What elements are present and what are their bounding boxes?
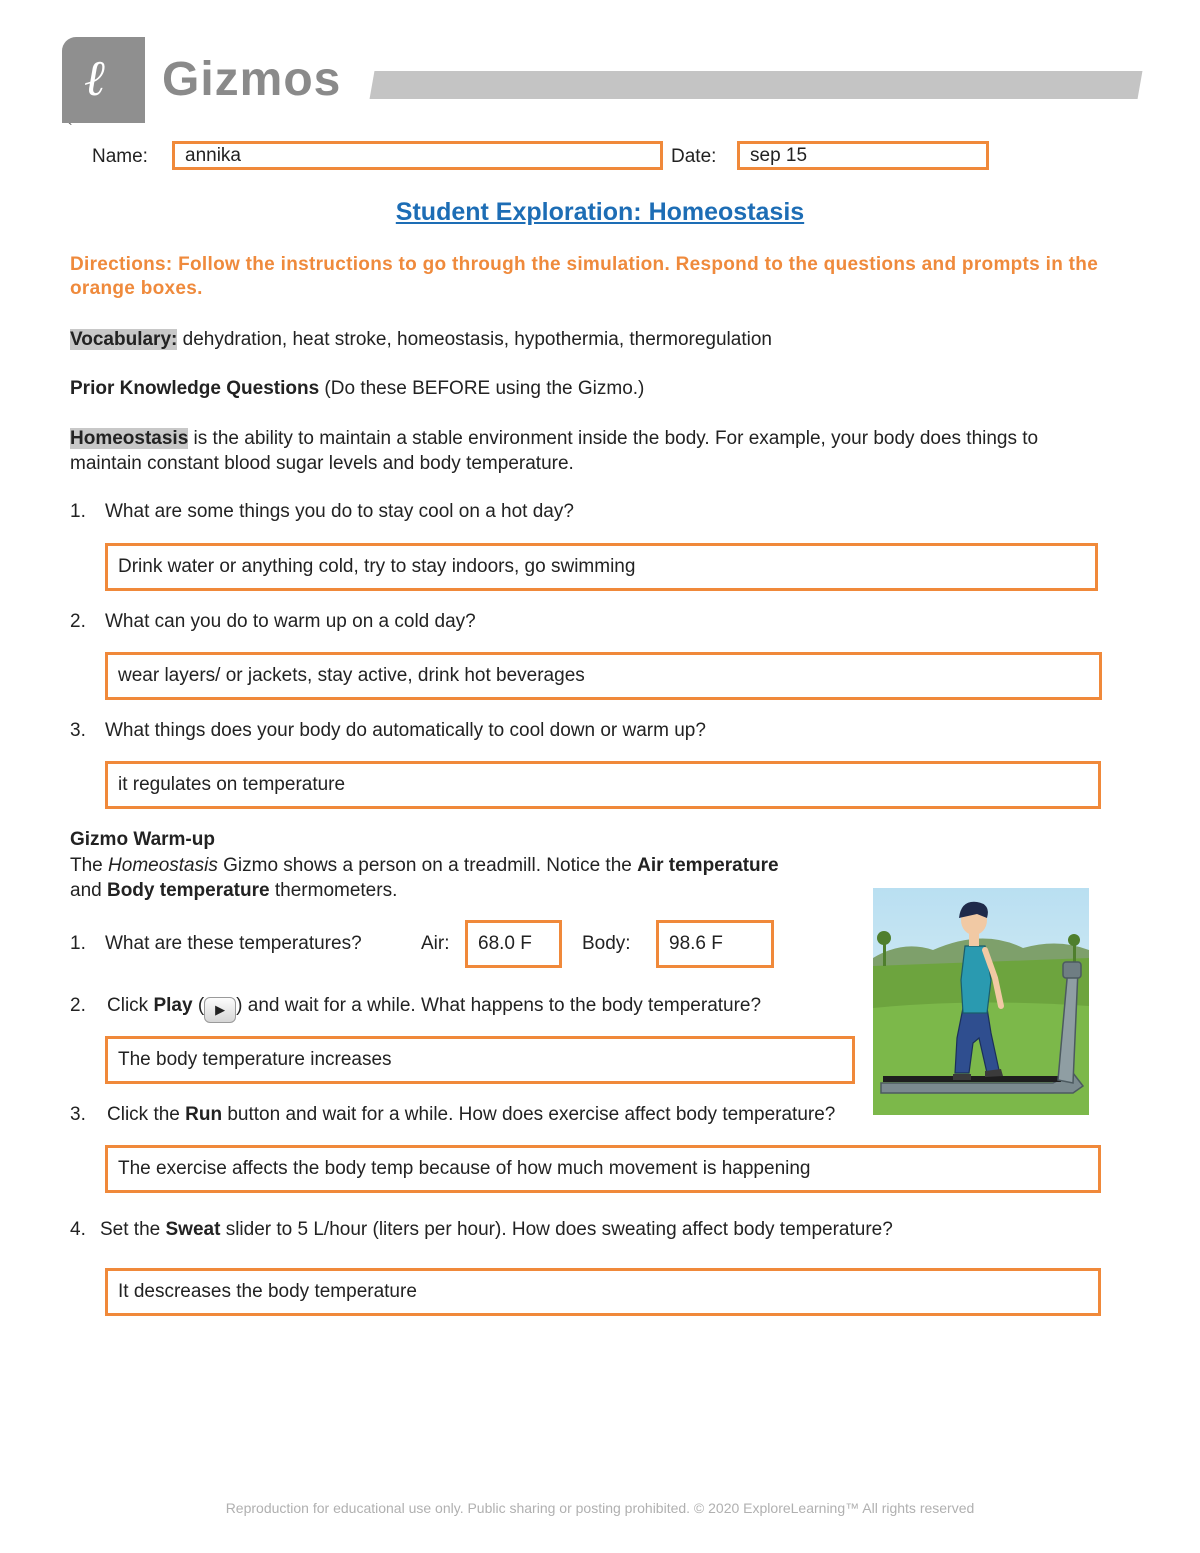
copyright-footer: Reproduction for educational use only. Public sharing or posting prohibited. © 2020 ExploreLearning™ All rights reserved xyxy=(225,1500,975,1516)
warmup-intro-part3: and xyxy=(70,880,107,901)
gizmos-logo-text: Gizmos xyxy=(162,53,342,106)
pk-q1-number: 1. xyxy=(70,501,86,522)
prior-knowledge-title: Prior Knowledge Questions xyxy=(70,378,320,399)
vocabulary-terms: dehydration, heat stroke, homeostasis, hypothermia, thermoregulation xyxy=(177,329,772,350)
wu-q4-sweat-word: Sweat xyxy=(165,1219,221,1240)
warmup-intro-part4: thermometers. xyxy=(269,880,398,901)
wu-q3-pre: Click the xyxy=(107,1104,186,1125)
wu-q3-answer[interactable]: The exercise affects the body temp because of how much movement is happening xyxy=(105,1145,1101,1193)
wu-q3-number: 3. xyxy=(70,1104,86,1125)
pk-q1-answer[interactable]: Drink water or anything cold, try to stay indoors, go swimming xyxy=(105,543,1098,591)
pk-q2-answer[interactable]: wear layers/ or jackets, stay active, drink hot beverages xyxy=(105,652,1102,700)
date-label: Date: xyxy=(671,146,717,167)
warmup-intro-gizmo: Homeostasis xyxy=(108,855,218,876)
body-label: Body: xyxy=(582,933,631,954)
air-label: Air: xyxy=(421,933,450,954)
wu-q2-answer[interactable]: The body temperature increases xyxy=(105,1036,855,1084)
prior-knowledge-heading xyxy=(70,376,1130,401)
pk-q3-number: 3. xyxy=(70,720,86,741)
warmup-intro-part1: The xyxy=(70,855,109,876)
wu-q3-text xyxy=(107,1104,835,1126)
page-title: Student Exploration: Homeostasis xyxy=(395,198,805,226)
wu-q4-text xyxy=(100,1219,893,1241)
pk-q3-answer[interactable]: it regulates on temperature xyxy=(105,761,1101,809)
directions: Directions: Follow the instructions to go through the simulation. Respond to the questions and prompts in the orange boxes. xyxy=(70,254,1099,299)
header-bar xyxy=(370,71,1143,99)
wu-q2-post: ) and wait for a while. What happens to the body temperature? xyxy=(236,995,762,1016)
warmup-intro-air: Air temperature xyxy=(637,855,779,876)
logo-glyph: ℓ xyxy=(84,49,105,107)
treadmill-illustration xyxy=(873,888,1089,1115)
pk-q3-text: What things does your body do automatically to cool down or warm up? xyxy=(105,720,706,741)
warmup-intro xyxy=(70,853,890,903)
homeostasis-term: Homeostasis xyxy=(70,428,189,449)
gizmos-logo-mark xyxy=(62,37,145,123)
play-icon: ▶ xyxy=(204,997,236,1023)
wu-q3-post: button and wait for a while. How does exercise affect body temperature? xyxy=(222,1104,836,1125)
wu-q2-paren: ( xyxy=(192,995,205,1016)
wu-q4-answer[interactable]: It descreases the body temperature xyxy=(105,1268,1101,1316)
wu-q2-number: 2. xyxy=(70,995,86,1016)
wu-q1-text: What are these temperatures? xyxy=(105,933,362,954)
name-label: Name: xyxy=(92,146,148,167)
pk-q2-number: 2. xyxy=(70,611,86,632)
wu-q2-text xyxy=(107,995,761,1023)
stray-mark: ` xyxy=(68,120,73,136)
body-temp-field[interactable]: 98.6 F xyxy=(656,920,774,968)
prior-knowledge-note: (Do these BEFORE using the Gizmo.) xyxy=(319,378,645,399)
name-field[interactable]: annika xyxy=(172,141,663,170)
pk-q1-text: What are some things you do to stay cool on a hot day? xyxy=(105,501,574,522)
wu-q4-number: 4. xyxy=(70,1219,86,1240)
warmup-heading: Gizmo Warm-up xyxy=(70,829,215,850)
wu-q2-play-word: Play xyxy=(153,995,193,1016)
pk-q2-text: What can you do to warm up on a cold day? xyxy=(105,611,476,632)
homeostasis-definition: is the ability to maintain a stable environment inside the body. For example, your body does things to maintain constant blood sugar levels and body temperature. xyxy=(70,428,1039,474)
homeostasis-intro xyxy=(70,426,1100,476)
date-field[interactable]: sep 15 xyxy=(737,141,989,170)
wu-q3-run-word: Run xyxy=(185,1104,223,1125)
wu-q1-number: 1. xyxy=(70,933,86,954)
warmup-intro-body: Body temperature xyxy=(106,880,270,901)
wu-q4-pre: Set the xyxy=(100,1219,166,1240)
vocabulary-label: Vocabulary: xyxy=(70,329,178,350)
wu-q4-post: slider to 5 L/hour (liters per hour). How does sweating affect body temperature? xyxy=(220,1219,893,1240)
vocabulary-line xyxy=(70,327,1130,352)
warmup-intro-part2: Gizmo shows a person on a treadmill. Notice the xyxy=(217,855,638,876)
wu-q2-pre: Click xyxy=(107,995,154,1016)
air-temp-field[interactable]: 68.0 F xyxy=(465,920,562,968)
